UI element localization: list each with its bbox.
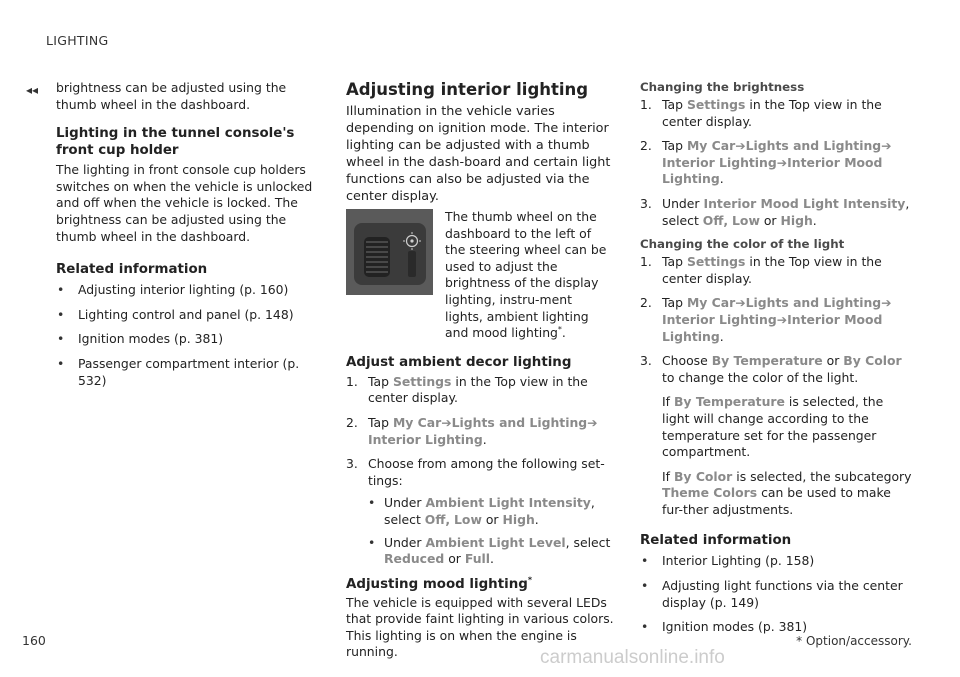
option-item: • Under Ambient Light Level, select Reduced or Full. xyxy=(368,535,614,568)
step-item: 2. Tap My Car➔Lights and Lighting➔ Interior Lighting➔Interior Mood Lighting. xyxy=(640,138,892,187)
section-heading-cup-holder: Lighting in the tunnel console's front cup holder xyxy=(56,126,295,159)
arrow-right-icon: ➔ xyxy=(735,138,746,154)
column-left xyxy=(56,80,316,397)
arrow-right-icon: ➔ xyxy=(881,295,892,311)
step-item: 3. Choose By Temperature or By Color to change the color of the light. If By Temperature is selected, the light will change according to the temperature set for the passenger compartment. If By Color is selected, the subcategory Theme Colors can be used to make fur-ther adjustments. xyxy=(640,353,912,517)
thumb-wheel-figure xyxy=(346,209,614,342)
step-item: 3. Under Interior Mood Light Intensity, select Off, Low or High. xyxy=(640,195,910,228)
continued-marker-icon: ◂◂ xyxy=(26,83,39,97)
step-item: 2. Tap My Car➔Lights and Lighting➔ Interior Lighting. xyxy=(346,414,598,447)
arrow-right-icon: ➔ xyxy=(735,295,746,311)
column-right xyxy=(640,80,912,644)
page-header-title: LIGHTING xyxy=(46,33,109,48)
color-steps xyxy=(640,254,912,518)
arrow-right-icon: ➔ xyxy=(776,311,788,327)
column-middle xyxy=(346,80,614,661)
mood-paragraph: The vehicle is equipped with several LEDs that provide faint lighting in various colors. This lighting is on when the engine is running. xyxy=(346,594,614,660)
related-info-heading: Related information xyxy=(56,262,208,278)
related-info-list xyxy=(56,282,316,389)
related-link[interactable]: • Passenger compartment interior (p. 532) xyxy=(56,356,316,389)
ambient-heading: Adjust ambient decor lighting xyxy=(346,354,572,370)
option-item: • Under Ambient Light Intensity, select Off, Low or High. xyxy=(368,495,614,528)
related-link[interactable]: • Adjusting interior lighting (p. 160) xyxy=(56,282,316,299)
arrow-right-icon: ➔ xyxy=(441,414,452,430)
related-link[interactable]: • Interior Lighting (p. 158) xyxy=(640,553,912,570)
by-color-note: If By Color is selected, the subcategory Theme Colors can be used to make fur-ther adjustments. xyxy=(662,468,912,517)
continued-paragraph: brightness can be adjusted using the thumb wheel in the dashboard. xyxy=(56,80,287,112)
related-link[interactable]: • Ignition modes (p. 381) xyxy=(56,331,316,348)
by-temperature-note: If By Temperature is selected, the light will change according to the temperature set for the passenger compartment. xyxy=(662,394,884,460)
related-info-heading: Related information xyxy=(640,533,792,549)
brightness-heading: Changing the brightness xyxy=(640,80,805,94)
step-item: 1. Tap Settings in the Top view in the center display. xyxy=(640,254,882,286)
watermark: carmanualsonline.info xyxy=(540,647,725,668)
arrow-right-icon: ➔ xyxy=(881,138,892,154)
related-link[interactable]: • Ignition modes (p. 381) xyxy=(640,619,912,636)
brightness-steps xyxy=(640,97,912,229)
page-number: 160 xyxy=(22,633,46,648)
thumb-wheel-illustration xyxy=(346,209,433,295)
intro-paragraph: Illumination in the vehicle varies depending on ignition mode. The interior lighting can be adjusted with a thumb wheel in the dash-board and certain light functions can also be adjusted via the center display. xyxy=(346,104,611,204)
ambient-steps xyxy=(346,374,614,568)
step-item: 1. Tap Settings in the Top view in the center display. xyxy=(346,373,588,406)
option-list xyxy=(368,495,614,567)
mood-heading: Adjusting mood lighting* xyxy=(346,575,533,592)
arrow-right-icon: ➔ xyxy=(587,414,598,430)
footnote: * Option/accessory. xyxy=(796,634,912,648)
ui-settings: Settings xyxy=(392,373,452,389)
related-link[interactable]: • Lighting control and panel (p. 148) xyxy=(56,307,316,324)
step-item: 1. Tap Settings in the Top view in the center display. xyxy=(640,97,882,129)
arrow-right-icon: ➔ xyxy=(776,154,788,170)
color-heading: Changing the color of the light xyxy=(640,237,845,252)
step-item: 2. Tap My Car➔Lights and Lighting➔ Interior Lighting➔Interior Mood Lighting. xyxy=(640,295,892,344)
thumb-wheel-caption: The thumb wheel on the dashboard to the left of the steering wheel can be used to adjust the brightness of the display lighting, instru-ment lights, ambient lighting and mood lighting*. xyxy=(445,209,607,341)
step-item: 3. Choose from among the following set-tings: • Under Ambient Light Intensity, select Off, Low or High. • Under Ambient Light Level, select Reduced or Full. xyxy=(346,456,614,568)
related-link[interactable]: • Adjusting light functions via the center display (p. 149) xyxy=(640,578,912,611)
cup-holder-paragraph: The lighting in front console cup holders switches on when the vehicle is unlocked and off when the vehicle is locked. The brightness can be adjusted using the thumb wheel in the dashboard. xyxy=(56,162,313,244)
related-info-list xyxy=(640,553,912,635)
thumb-wheel-photo xyxy=(346,209,433,295)
section-heading-interior-lighting: Adjusting interior lighting xyxy=(346,80,589,99)
